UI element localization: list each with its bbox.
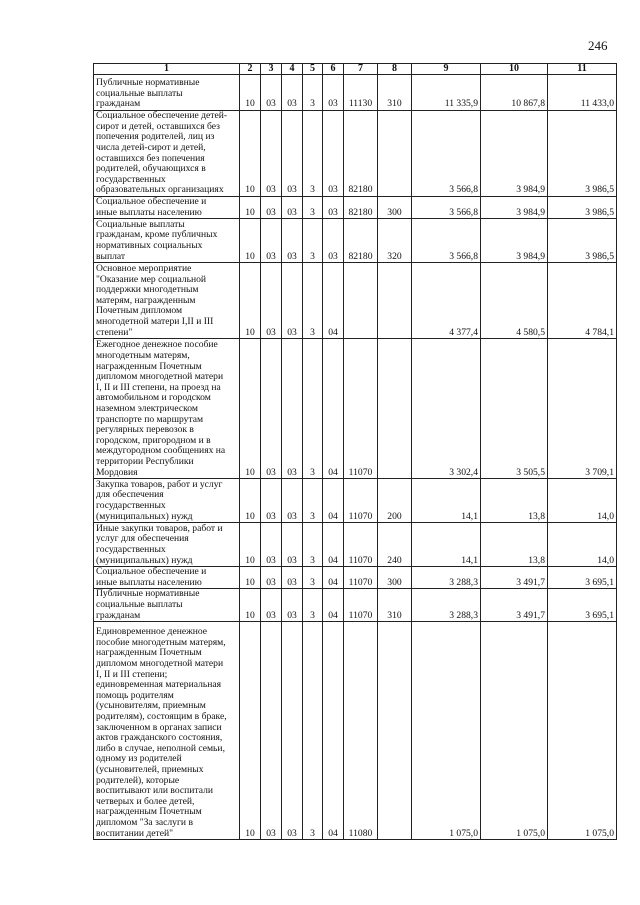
row-value-c10: 13,8 bbox=[481, 523, 548, 567]
column-header-4: 4 bbox=[282, 64, 303, 75]
row-value-c2: 10 bbox=[240, 219, 261, 263]
row-value-c6: 03 bbox=[323, 197, 344, 219]
row-value-c3: 03 bbox=[261, 339, 282, 479]
row-value-c5: 3 bbox=[303, 219, 323, 263]
row-value-c10: 3 491,7 bbox=[481, 589, 548, 622]
row-value-c3: 03 bbox=[261, 111, 282, 197]
row-value-c8: 310 bbox=[378, 589, 412, 622]
row-name-cell: Публичные нормативные социальные выплаты гражданам bbox=[94, 589, 240, 622]
table-row bbox=[94, 567, 617, 589]
row-value-c5: 3 bbox=[303, 567, 323, 589]
row-value-c4: 03 bbox=[282, 339, 303, 479]
column-header-8: 8 bbox=[378, 64, 412, 75]
row-value-c6: 03 bbox=[323, 111, 344, 197]
table-body bbox=[94, 75, 617, 840]
row-value-c9: 1 075,0 bbox=[412, 622, 481, 840]
row-value-c4: 03 bbox=[282, 589, 303, 622]
row-value-c11: 3 709,1 bbox=[548, 339, 617, 479]
row-value-c8 bbox=[378, 622, 412, 840]
row-value-c11: 3 986,5 bbox=[548, 111, 617, 197]
row-value-c8: 300 bbox=[378, 567, 412, 589]
row-value-c6: 04 bbox=[323, 622, 344, 840]
row-value-c3: 03 bbox=[261, 479, 282, 523]
row-value-c8: 300 bbox=[378, 197, 412, 219]
row-name-cell: Социальное обеспечение детей- сирот и детей, оставшихся без попечения родителей, лиц из числа детей-сирот и детей, оставшихся без попечения родителей, обучающихся в государственных образовательных организациях bbox=[94, 111, 240, 197]
row-value-c11: 1 075,0 bbox=[548, 622, 617, 840]
column-header-5: 5 bbox=[303, 64, 323, 75]
row-value-c10: 4 580,5 bbox=[481, 263, 548, 339]
row-value-c3: 03 bbox=[261, 263, 282, 339]
column-header-11: 11 bbox=[548, 64, 617, 75]
row-value-c7: 11130 bbox=[344, 75, 378, 111]
row-value-c8: 320 bbox=[378, 219, 412, 263]
row-value-c7: 11070 bbox=[344, 479, 378, 523]
table-row bbox=[94, 523, 617, 567]
row-value-c5: 3 bbox=[303, 197, 323, 219]
row-value-c7: 11070 bbox=[344, 523, 378, 567]
row-value-c9: 3 288,3 bbox=[412, 589, 481, 622]
row-value-c8: 240 bbox=[378, 523, 412, 567]
row-value-c10: 3 491,7 bbox=[481, 567, 548, 589]
row-name-cell: Ежегодное денежное пособие многодетным матерям, награжденным Почетным дипломом многодетной матери I, II и III степени, на проезд на автомобильном и городском наземном электрическом транспорте по маршрутам регулярных перевозок в городском, пригородном и в междугородном сообщениях на территории Республики Мордовия bbox=[94, 339, 240, 479]
row-value-c5: 3 bbox=[303, 339, 323, 479]
table-row bbox=[94, 479, 617, 523]
row-name-cell: Социальные выплаты гражданам, кроме публичных нормативных социальных выплат bbox=[94, 219, 240, 263]
row-value-c5: 3 bbox=[303, 479, 323, 523]
row-value-c10: 10 867,8 bbox=[481, 75, 548, 111]
column-header-7: 7 bbox=[344, 64, 378, 75]
column-header-3: 3 bbox=[261, 64, 282, 75]
row-value-c2: 10 bbox=[240, 111, 261, 197]
row-value-c7: 82180 bbox=[344, 197, 378, 219]
row-value-c4: 03 bbox=[282, 219, 303, 263]
column-header-6: 6 bbox=[323, 64, 344, 75]
row-value-c7: 11070 bbox=[344, 339, 378, 479]
row-value-c6: 03 bbox=[323, 75, 344, 111]
row-value-c10: 3 505,5 bbox=[481, 339, 548, 479]
row-value-c8 bbox=[378, 263, 412, 339]
row-value-c6: 04 bbox=[323, 263, 344, 339]
table-row bbox=[94, 75, 617, 111]
row-value-c4: 03 bbox=[282, 622, 303, 840]
row-value-c3: 03 bbox=[261, 567, 282, 589]
row-value-c7: 11080 bbox=[344, 622, 378, 840]
row-value-c4: 03 bbox=[282, 567, 303, 589]
row-value-c6: 04 bbox=[323, 567, 344, 589]
column-header-9: 9 bbox=[412, 64, 481, 75]
row-value-c9: 3 566,8 bbox=[412, 219, 481, 263]
row-value-c2: 10 bbox=[240, 263, 261, 339]
row-value-c9: 14,1 bbox=[412, 479, 481, 523]
row-value-c4: 03 bbox=[282, 263, 303, 339]
row-value-c8: 200 bbox=[378, 479, 412, 523]
row-value-c4: 03 bbox=[282, 523, 303, 567]
row-value-c10: 3 984,9 bbox=[481, 197, 548, 219]
row-value-c7: 82180 bbox=[344, 219, 378, 263]
row-value-c2: 10 bbox=[240, 197, 261, 219]
budget-table bbox=[93, 63, 617, 840]
row-value-c3: 03 bbox=[261, 523, 282, 567]
column-header-10: 10 bbox=[481, 64, 548, 75]
column-header-1: 1 bbox=[94, 64, 240, 75]
row-value-c4: 03 bbox=[282, 479, 303, 523]
row-name-cell: Иные закупки товаров, работ и услуг для обеспечения государственных (муниципальных) нужд bbox=[94, 523, 240, 567]
row-value-c5: 3 bbox=[303, 111, 323, 197]
row-value-c10: 3 984,9 bbox=[481, 111, 548, 197]
row-value-c9: 4 377,4 bbox=[412, 263, 481, 339]
row-name-cell: Единовременное денежное пособие многодетным матерям, награжденным Почетным дипломом многодетной матери I, II и III степени; единовременная материальная помощь родителям (усыновителям, приемным родителям), состоящим в браке, заключенном в органах записи актов гражданского состояния, либо в случае, неполной семьи, одному из родителей (усыновителей, приемных родителей), которые воспитывают или воспитали четверых и более детей, награжденным Почетным дипломом "За заслуги в воспитании детей" bbox=[94, 622, 240, 840]
row-value-c9: 3 566,8 bbox=[412, 111, 481, 197]
row-value-c8 bbox=[378, 339, 412, 479]
row-value-c11: 4 784,1 bbox=[548, 263, 617, 339]
row-value-c9: 3 566,8 bbox=[412, 197, 481, 219]
table-row bbox=[94, 111, 617, 197]
row-value-c6: 04 bbox=[323, 589, 344, 622]
row-value-c11: 14,0 bbox=[548, 479, 617, 523]
table-row bbox=[94, 622, 617, 840]
row-value-c6: 04 bbox=[323, 523, 344, 567]
row-value-c9: 3 288,3 bbox=[412, 567, 481, 589]
row-value-c7 bbox=[344, 263, 378, 339]
table-row bbox=[94, 263, 617, 339]
row-value-c8: 310 bbox=[378, 75, 412, 111]
row-value-c10: 3 984,9 bbox=[481, 219, 548, 263]
row-value-c6: 03 bbox=[323, 219, 344, 263]
row-value-c2: 10 bbox=[240, 589, 261, 622]
header-row bbox=[94, 64, 617, 75]
row-value-c4: 03 bbox=[282, 111, 303, 197]
row-value-c5: 3 bbox=[303, 263, 323, 339]
table-row bbox=[94, 339, 617, 479]
row-value-c3: 03 bbox=[261, 589, 282, 622]
row-value-c2: 10 bbox=[240, 339, 261, 479]
table-row bbox=[94, 589, 617, 622]
row-value-c5: 3 bbox=[303, 589, 323, 622]
row-name-cell: Публичные нормативные социальные выплаты гражданам bbox=[94, 75, 240, 111]
row-value-c7: 82180 bbox=[344, 111, 378, 197]
row-value-c2: 10 bbox=[240, 75, 261, 111]
table-row bbox=[94, 219, 617, 263]
row-value-c7: 11070 bbox=[344, 567, 378, 589]
row-value-c10: 1 075,0 bbox=[481, 622, 548, 840]
row-value-c4: 03 bbox=[282, 197, 303, 219]
row-value-c10: 13,8 bbox=[481, 479, 548, 523]
row-value-c9: 14,1 bbox=[412, 523, 481, 567]
row-value-c4: 03 bbox=[282, 75, 303, 111]
row-value-c5: 3 bbox=[303, 75, 323, 111]
column-header-2: 2 bbox=[240, 64, 261, 75]
row-value-c5: 3 bbox=[303, 622, 323, 840]
row-value-c3: 03 bbox=[261, 75, 282, 111]
row-value-c8 bbox=[378, 111, 412, 197]
row-name-cell: Основное мероприятие "Оказание мер социальной поддержки многодетным матерям, награжденным Почетным дипломом многодетной матери I,II и III степени" bbox=[94, 263, 240, 339]
row-value-c3: 03 bbox=[261, 197, 282, 219]
row-value-c7: 11070 bbox=[344, 589, 378, 622]
row-value-c2: 10 bbox=[240, 567, 261, 589]
row-value-c5: 3 bbox=[303, 523, 323, 567]
row-value-c2: 10 bbox=[240, 479, 261, 523]
row-value-c11: 3 695,1 bbox=[548, 567, 617, 589]
row-value-c2: 10 bbox=[240, 622, 261, 840]
row-value-c9: 3 302,4 bbox=[412, 339, 481, 479]
row-name-cell: Социальное обеспечение и иные выплаты населению bbox=[94, 197, 240, 219]
row-value-c6: 04 bbox=[323, 479, 344, 523]
row-value-c3: 03 bbox=[261, 219, 282, 263]
row-value-c11: 3 695,1 bbox=[548, 589, 617, 622]
row-name-cell: Социальное обеспечение и иные выплаты населению bbox=[94, 567, 240, 589]
row-value-c11: 3 986,5 bbox=[548, 197, 617, 219]
row-value-c11: 11 433,0 bbox=[548, 75, 617, 111]
row-value-c2: 10 bbox=[240, 523, 261, 567]
row-value-c9: 11 335,9 bbox=[412, 75, 481, 111]
row-value-c11: 3 986,5 bbox=[548, 219, 617, 263]
table-row bbox=[94, 197, 617, 219]
row-value-c3: 03 bbox=[261, 622, 282, 840]
row-name-cell: Закупка товаров, работ и услуг для обеспечения государственных (муниципальных) нужд bbox=[94, 479, 240, 523]
row-value-c11: 14,0 bbox=[548, 523, 617, 567]
page-number: 246 bbox=[588, 38, 608, 53]
row-value-c6: 04 bbox=[323, 339, 344, 479]
